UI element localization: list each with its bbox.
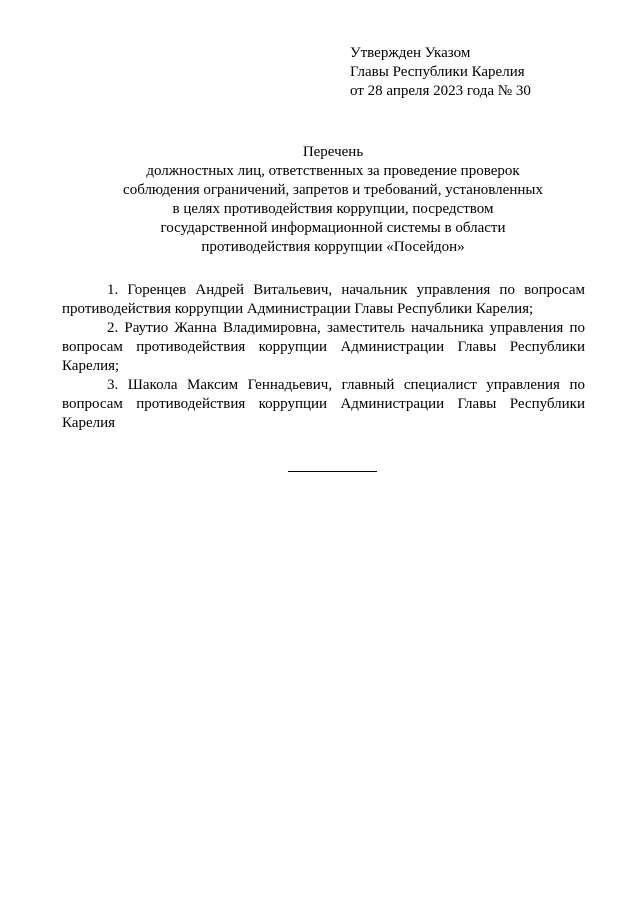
list-item: 1. Горенцев Андрей Витальевич, начальник управления по вопросам противодействия коррупции Администрации Главы Республики Карелия; <box>62 282 585 317</box>
title-line-4: в целях противодействия коррупции, посредством <box>172 201 494 217</box>
title-line-3: соблюдения ограничений, запретов и требований, установленных <box>123 182 543 198</box>
officials-list <box>62 281 585 433</box>
approval-line-decree: Утвержден Указом <box>350 45 471 61</box>
title-line-5: государственной информационной системы в области <box>160 220 506 236</box>
document-title <box>60 143 606 257</box>
approval-line-head: Главы Республики Карелия <box>350 64 525 80</box>
list-item: 2. Раутио Жанна Владимировна, заместитель начальника управления по вопросам противодействия коррупции Администрации Главы Республики Карелия; <box>62 320 585 374</box>
title-line-1: Перечень <box>302 144 364 160</box>
approval-line-date: от 28 апреля 2023 года № 30 <box>350 83 531 99</box>
list-item: 3. Шакола Максим Геннадьевич, главный специалист управления по вопросам противодействия коррупции Администрации Главы Республики Карелия <box>62 377 585 431</box>
title-line-2: должностных лиц, ответственных за проведение проверок <box>146 163 520 179</box>
approval-stamp <box>350 44 531 101</box>
end-separator-line <box>288 471 377 472</box>
title-line-6: противодействия коррупции «Посейдон» <box>201 239 465 255</box>
